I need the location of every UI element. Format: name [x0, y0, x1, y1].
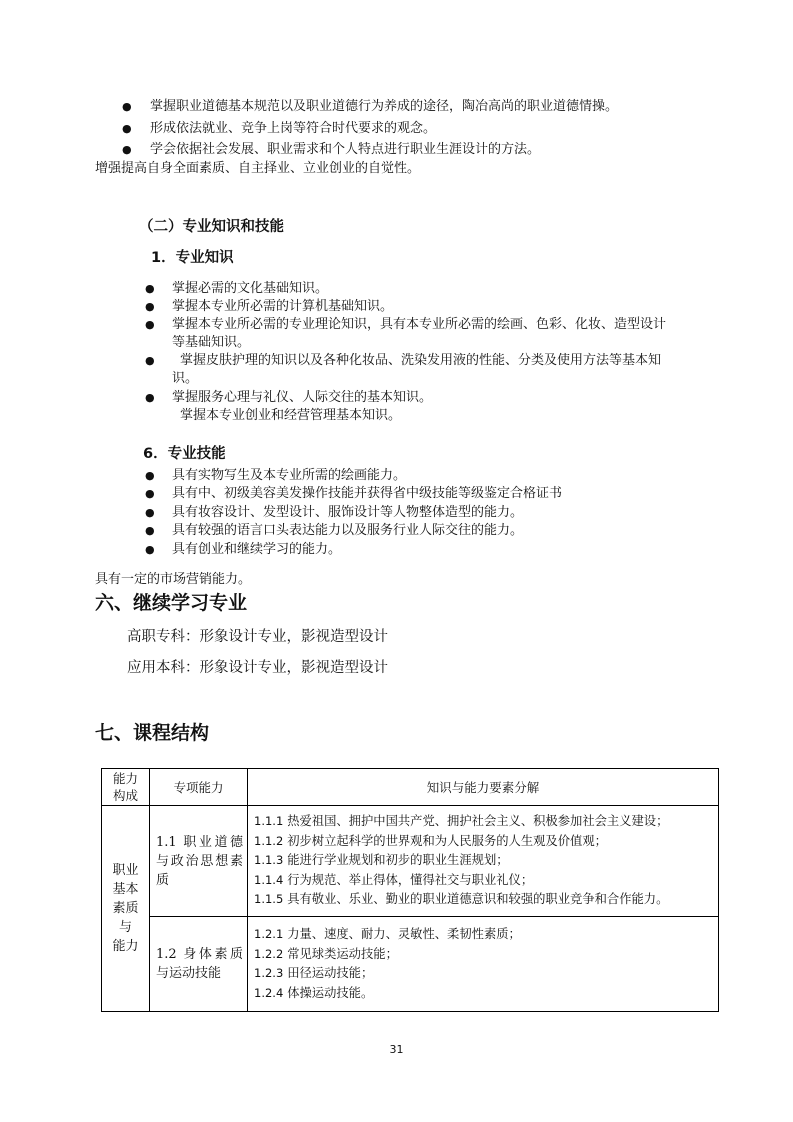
item-number: 1.1.4	[254, 872, 284, 887]
list-item	[254, 984, 714, 1004]
intro-bullet-1: 掌握职业道德基本规范以及职业道德行为养成的途径，陶冶高尚的职业道德情操。	[150, 99, 619, 114]
knowledge-bullet-4: 掌握皮肤护理的知识以及各种化妆品、洗染发用液的性能、分类及使用方法等基本知	[180, 353, 662, 368]
item-number: 1.1.5	[254, 892, 284, 907]
intro-bullet-2: 形成依法就业、竞争上岗等符合时代要求的观念。	[150, 121, 437, 136]
category-cell	[102, 806, 150, 1012]
item-text: 常见球类运动技能；	[287, 946, 398, 961]
section-title: （二）专业知识和技能	[139, 219, 284, 235]
knowledge-extra: 掌握本专业创业和经营管理基本知识。	[180, 408, 402, 423]
item-number: 1.1.3	[254, 853, 284, 868]
skills-tail: 具有一定的市场营销能力。	[95, 572, 252, 587]
bullet-icon: ●	[145, 318, 155, 331]
sub-ability-1-1: 1.1 职业道德与政治思想素质	[150, 806, 248, 917]
continue-study-title: 六、继续学习专业	[95, 592, 248, 614]
bullet-icon: ●	[145, 469, 155, 482]
knowledge-bullet-1: 掌握必需的文化基础知识。	[172, 281, 329, 296]
item-text: 体操运动技能。	[287, 985, 374, 1000]
bullet-icon: ●	[122, 100, 132, 113]
skills-heading: 6．专业技能	[143, 446, 226, 462]
item-number: 1.2.2	[254, 946, 284, 961]
list-item	[254, 890, 714, 910]
gaozhi-line: 高职专科：形象设计专业，影视造型设计	[127, 629, 388, 645]
item-text: 具有敬业、乐业、勤业的职业道德意识和较强的职业竞争和合作能力。	[287, 892, 669, 907]
item-number: 1.1.1	[254, 814, 284, 829]
intro-bullet-3: 学会依据社会发展、职业需求和个人特点进行职业生涯设计的方法。	[150, 142, 541, 157]
skills-bullet-4: 具有较强的语言口头表达能力以及服务行业人际交往的能力。	[172, 523, 524, 538]
bullet-icon: ●	[145, 391, 155, 404]
page-number: 31	[389, 1043, 404, 1056]
item-number: 1.2.3	[254, 966, 284, 980]
category-char: 基本	[112, 882, 139, 897]
skills-bullet-1: 具有实物写生及本专业所需的绘画能力。	[172, 468, 407, 483]
item-text: 能进行学业规划和初步的职业生涯规划；	[287, 853, 509, 868]
bullet-icon: ●	[145, 354, 155, 367]
bullet-icon: ●	[145, 506, 155, 519]
item-text: 行为规范、举止得体，懂得社交与职业礼仪；	[287, 872, 534, 887]
knowledge-heading: 1．专业知识	[151, 250, 234, 266]
item-number: 1.2.1	[254, 927, 284, 941]
bullet-icon: ●	[122, 122, 132, 135]
category-char: 能力	[112, 939, 139, 954]
item-text: 田径运动技能；	[287, 966, 374, 980]
knowledge-bullet-3: 掌握本专业所必需的专业理论知识，具有本专业所必需的绘画、色彩、化妆、造型设计	[172, 317, 667, 332]
bullet-icon: ●	[145, 543, 155, 556]
knowledge-bullet-3-wrap: 等基础知识。	[172, 335, 251, 350]
table-row	[102, 917, 719, 1012]
header-knowledge-breakdown: 知识与能力要素分解	[248, 769, 719, 806]
category-char: 与	[118, 920, 132, 935]
table-row	[102, 806, 719, 917]
category-char: 素质	[112, 901, 139, 916]
item-text: 热爱祖国、拥护中国共产党、拥护社会主义、积极参加社会主义建设；	[287, 814, 669, 829]
skills-bullet-2: 具有中、初级美容美发操作技能并获得省中级技能等级鉴定合格证书	[172, 486, 563, 501]
knowledge-bullet-5: 掌握服务心理与礼仪、人际交往的基本知识。	[172, 390, 433, 405]
sub-ability-1-2: 1.2 身体素质与运动技能	[150, 917, 248, 1012]
header-ability-line-2: 构成	[112, 788, 138, 803]
knowledge-bullet-4-wrap: 识。	[172, 371, 199, 386]
list-item	[254, 851, 714, 871]
bullet-icon: ●	[145, 282, 155, 295]
bullet-icon: ●	[145, 300, 155, 313]
course-structure-title: 七、课程结构	[95, 722, 210, 744]
item-number: 1.1.2	[254, 833, 284, 848]
skills-bullet-5: 具有创业和继续学习的能力。	[172, 542, 342, 557]
item-number: 1.2.4	[254, 985, 284, 1000]
bullet-icon: ●	[145, 524, 155, 537]
intro-tail: 增强提高自身全面素质、自主择业、立业创业的自觉性。	[95, 161, 421, 176]
list-item	[254, 945, 714, 965]
list-item	[254, 871, 714, 891]
items-cell-1-2	[248, 917, 719, 1012]
bullet-icon: ●	[122, 143, 132, 156]
benke-line: 应用本科：形象设计专业，影视造型设计	[127, 660, 388, 676]
list-item	[254, 812, 714, 832]
table-header-row	[102, 769, 719, 806]
list-item	[254, 832, 714, 852]
list-item	[254, 925, 714, 945]
item-text: 力量、速度、耐力、灵敏性、柔韧性素质；	[287, 927, 521, 941]
items-cell-1-1	[248, 806, 719, 917]
item-text: 初步树立起科学的世界观和为人民服务的人生观及价值观；	[287, 833, 607, 848]
header-special-ability: 专项能力	[150, 769, 248, 806]
list-item	[254, 964, 714, 984]
course-structure-table	[101, 768, 719, 1012]
skills-bullet-3: 具有妆容设计、发型设计、服饰设计等人物整体造型的能力。	[172, 505, 524, 520]
header-ability-composition	[102, 769, 150, 806]
header-ability-line-1: 能力	[112, 771, 138, 786]
bullet-icon: ●	[145, 487, 155, 500]
knowledge-bullet-2: 掌握本专业所必需的计算机基础知识。	[172, 299, 394, 314]
category-char: 职业	[112, 863, 139, 878]
